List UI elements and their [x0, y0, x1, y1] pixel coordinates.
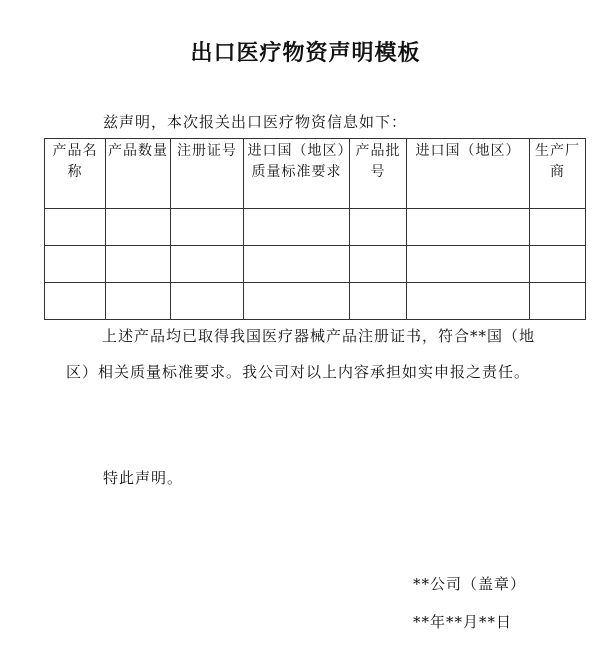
table-cell — [244, 209, 350, 246]
header-registration-number: 注册证号 — [171, 139, 244, 209]
table-row — [45, 209, 586, 246]
table-cell — [45, 246, 106, 283]
header-product-name: 产品名称 — [45, 139, 106, 209]
table-cell — [350, 209, 407, 246]
statement-paragraph: 上述产品均已取得我国医疗器械产品注册证书，符合**国（地区）相关质量标准要求。我公司对以上内容承担如实申报之责任。 — [66, 327, 536, 381]
page-title: 出口医疗物资声明模板 — [190, 40, 421, 66]
table-cell — [106, 246, 171, 283]
table-cell — [171, 283, 244, 320]
table-cell — [530, 283, 586, 320]
table-cell — [244, 283, 350, 320]
header-product-quantity: 产品数量 — [106, 139, 171, 209]
table-row — [45, 283, 586, 320]
table-cell — [530, 246, 586, 283]
table-row — [45, 246, 586, 283]
header-importing-country: 进口国（地区） — [407, 139, 530, 209]
table-cell — [106, 209, 171, 246]
table-cell — [171, 246, 244, 283]
table-cell — [45, 283, 106, 320]
table-cell — [106, 283, 171, 320]
table-header-row — [45, 139, 586, 209]
table-cell — [171, 209, 244, 246]
intro-text: 兹声明，本次报关出口医疗物资信息如下： — [103, 113, 408, 131]
table-cell — [244, 246, 350, 283]
table-cell — [407, 246, 530, 283]
company-seal-line: **公司（盖章） — [413, 575, 527, 593]
table-cell — [530, 209, 586, 246]
table-cell — [350, 246, 407, 283]
header-batch-number: 产品批号 — [350, 139, 407, 209]
table-cell — [350, 283, 407, 320]
table-cell — [407, 283, 530, 320]
table-cell — [407, 209, 530, 246]
closing-text: 特此声明。 — [103, 469, 184, 487]
date-line: **年**月**日 — [413, 613, 513, 631]
header-quality-standard: 进口国（地区）质量标准要求 — [244, 139, 350, 209]
header-manufacturer: 生产厂商 — [530, 139, 586, 209]
table-cell — [45, 209, 106, 246]
declaration-table — [44, 138, 586, 320]
